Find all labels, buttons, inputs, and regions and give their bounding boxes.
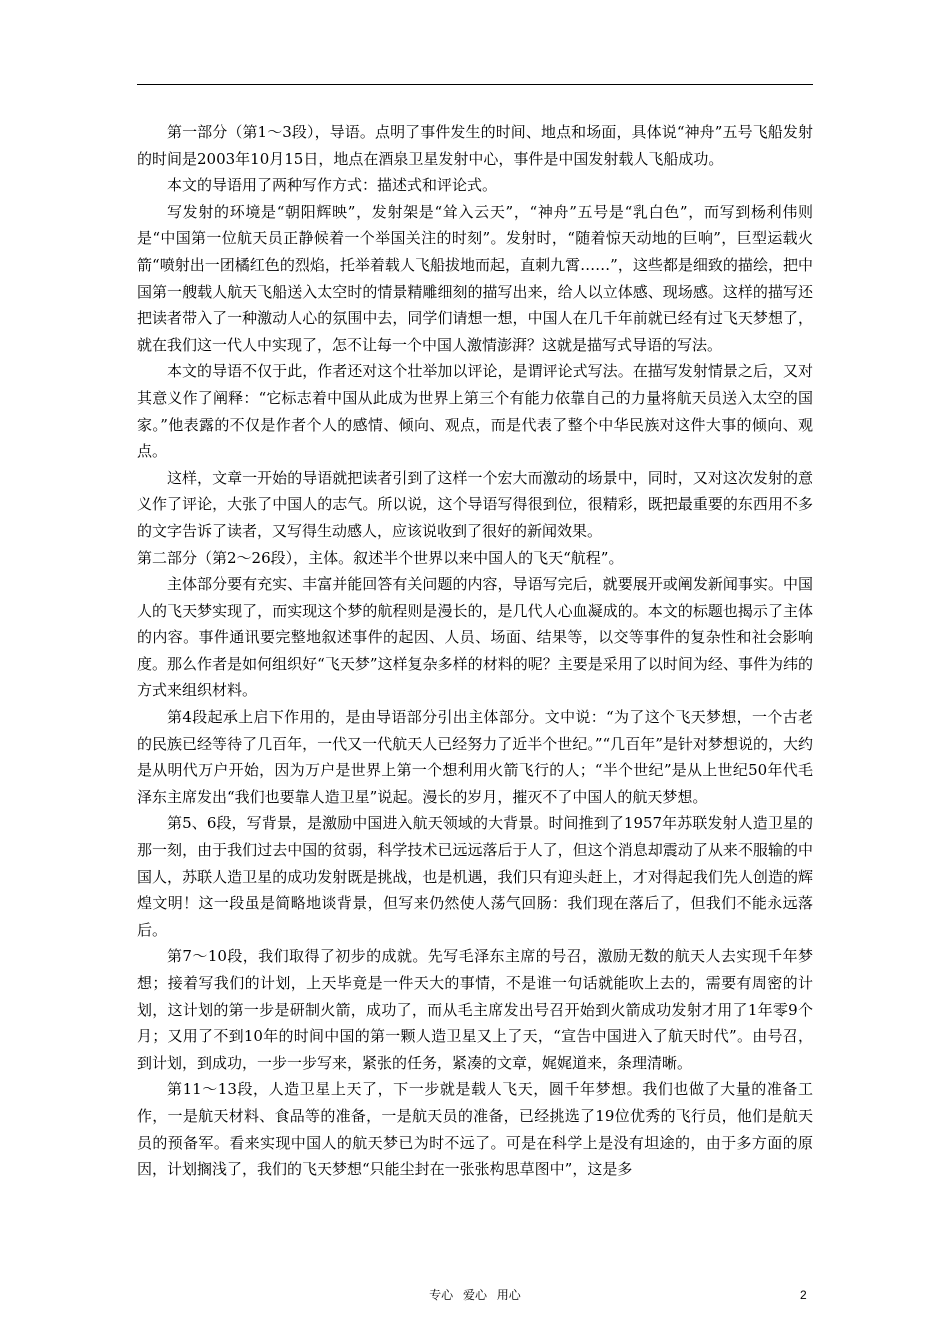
paragraph-3: 写发射的环境是“朝阳辉映”，发射架是“耸入云天”，“神舟”五号是“乳白色”，而写到杨利伟则是“中国第一位航天员正静候着一个举国关注的时刻”。发射时，“随着惊天动地的巨响”，巨型运载火箭“喷射出一团橘红色的烈焰，托举着载人飞船拔地而起，直刺九霄……”，这些都是细致的描绘，把中国第一艘载人航天飞船送入太空时的情景精雕细刻的描写出来，给人以立体感、现场感。这样的描写还把读者带入了一种激动人心的氛围中去，同学们请想一想，中国人在几千年前就已经有过飞天梦想了，就在我们这一代人中实现了，怎不让每一个中国人激情澎湃？这就是描写式导语的写法。 — [137, 202, 813, 354]
section-heading-part-2: 第二部分（第2～26段），主体。叙述半个世界以来中国人的飞天“航程”。 — [137, 548, 624, 567]
document-body — [137, 119, 813, 1183]
paragraph-8: 第4段起承上启下作用的，是由导语部分引出主体部分。文中说：“为了这个飞天梦想，一个古老的民族已经等待了几百年，一代又一代航天人已经努力了近半个世纪。”“几百年”是针对梦想说的，大约是从明代万户开始，因为万户是世界上第一个想利用火箭飞行的人；“半个世纪”是从上世纪50年代毛泽东主席发出“我们也要靠人造卫星”说起。漫长的岁月，摧灭不了中国人的航天梦想。 — [137, 708, 813, 806]
header-rule — [137, 84, 813, 85]
footer-motto: 专心 爱心 用心 — [429, 1288, 521, 1302]
paragraph-5: 这样，文章一开始的导语就把读者引到了这样一个宏大而激动的场景中，同时，又对这次发射的意义作了评论，大张了中国人的志气。所以说，这个导语写得很到位，很精彩，既把最重要的东西用不多的文字告诉了读者，又写得生动感人，应该说收到了很好的新闻效果。 — [137, 468, 813, 540]
paragraph-9: 第5、6段，写背景，是激励中国进入航天领域的大背景。时间推到了1957年苏联发射人造卫星的那一刻，由于我们过去中国的贫弱，科学技术已远远落后于人了，但这个消息却震动了从来不服输的中国人，苏联人造卫星的成功发射既是挑战，也是机遇，我们只有迎头赶上，才对得起我们先人创造的辉煌文明！这一段虽是简略地谈背景，但写来仍然使人荡气回肠：我们现在落后了，但我们不能永远落后。 — [137, 814, 813, 939]
page-number: 2 — [800, 1288, 807, 1302]
paragraph-1: 第一部分（第1～3段），导语。点明了事件发生的时间、地点和场面，具体说“神舟”五号飞船发射的时间是2003年10月15日，地点在酒泉卫星发射中心，事件是中国发射载人飞船成功。 — [137, 123, 813, 168]
paragraph-11: 第11～13段，人造卫星上天了，下一步就是载人飞天，圆千年梦想。我们也做了大量的准备工作，一是航天材料、食品等的准备，一是航天员的准备，已经挑选了19位优秀的飞行员，他们是航天员的预备军。看来实现中国人的航天梦已为时不远了。可是在科学上是没有坦途的，由于多方面的原因，计划搁浅了，我们的飞天梦想“只能尘封在一张张构思草图中”，这是多 — [137, 1080, 813, 1179]
paragraph-7: 主体部分要有充实、丰富并能回答有关问题的内容，导语写完后，就要展开或阐发新闻事实。中国人的飞天梦实现了，而实现这个梦的航程则是漫长的，是几代人心血凝成的。本文的标题也揭示了主体的内容。事件通讯要完整地叙述事件的起因、人员、场面、结果等，以交等事件的复杂性和社会影响度。那么作者是如何组织好“飞天梦”这样复杂多样的材料的呢？主要是采用了以时间为经、事件为纬的方式来组织材料。 — [137, 575, 813, 700]
paragraph-2: 本文的导语用了两种写作方式：描述式和评论式。 — [167, 176, 498, 195]
paragraph-10: 第7～10段，我们取得了初步的成就。先写毛泽东主席的号召，激励无数的航天人去实现千年梦想；接着写我们的计划，上天毕竟是一件天大的事情，不是谁一句话就能吹上去的，需要有周密的计划，这计划的第一步是研制火箭，成功了，而从毛主席发出号召开始到火箭成功发射才用了1年零9个月；又用了不到10年的时间中国的第一颗人造卫星又上了天，“宣告中国进入了航天时代”。由号召，到计划，到成功，一步一步写来，紧张的任务，紧凑的文章，娓娓道来，条理清晰。 — [137, 947, 813, 1072]
paragraph-4: 本文的导语不仅于此，作者还对这个壮举加以评论，是谓评论式写法。在描写发射情景之后，又对其意义作了阐释：“它标志着中国从此成为世界上第三个有能力依靠自己的力量将航天员送入太空的国家。”他表露的不仅是作者个人的感情、倾向、观点，而是代表了整个中华民族对这件大事的倾向、观点。 — [137, 362, 813, 461]
